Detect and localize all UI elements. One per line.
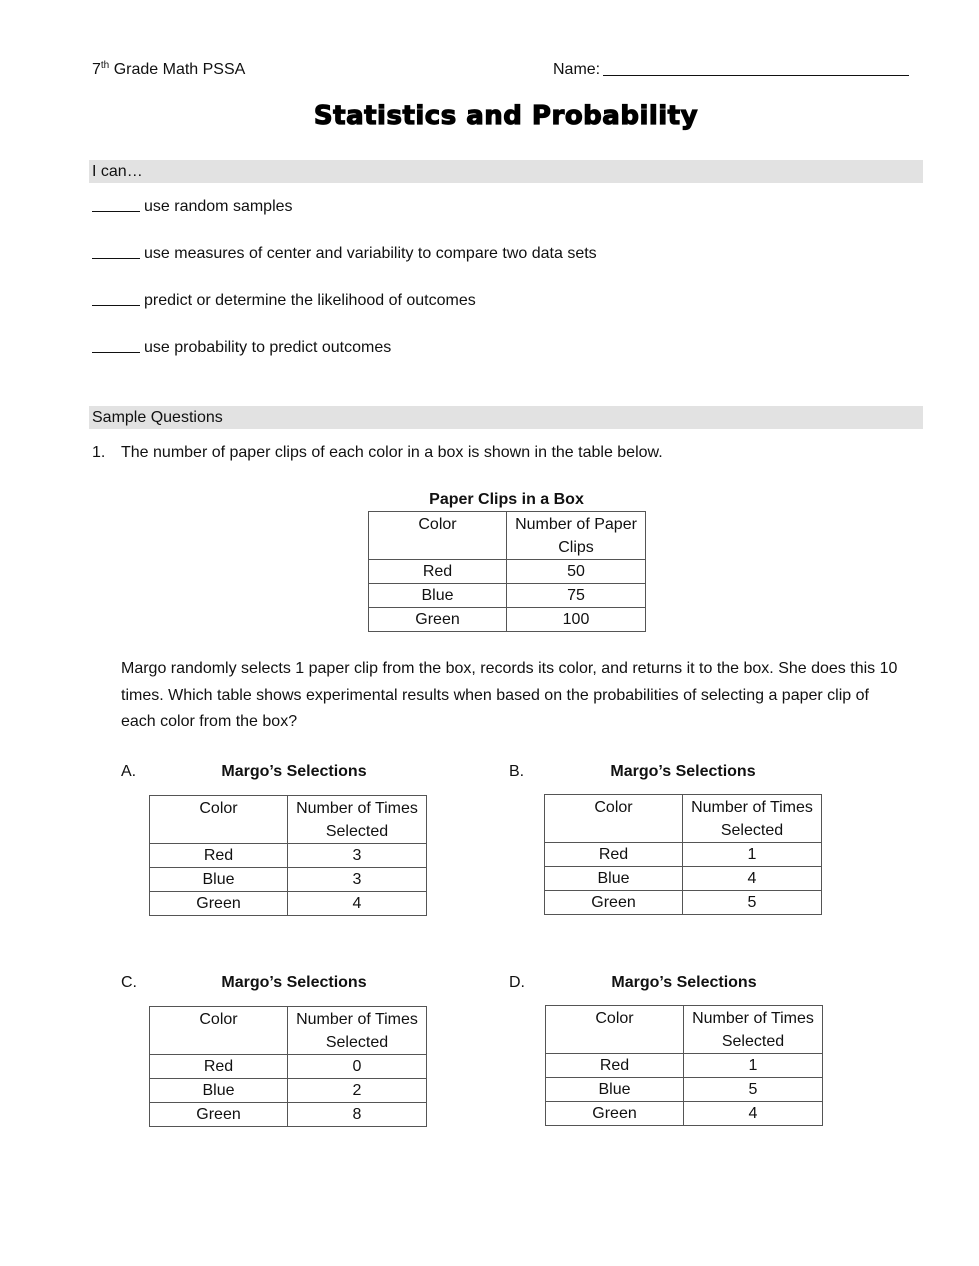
header-count: Number of Paper Clips: [507, 512, 646, 560]
i-can-text: use probability to predict outcomes: [144, 339, 392, 356]
cell-color: Blue: [150, 868, 288, 892]
question-number: 1.: [92, 444, 106, 461]
cell-color: Red: [546, 1054, 684, 1078]
cell-color: Green: [369, 608, 507, 632]
table-row: [150, 892, 427, 916]
course-name: Grade Math PSSA: [109, 61, 246, 78]
cell-count: 8: [288, 1103, 427, 1127]
name-field[interactable]: [553, 60, 909, 80]
name-blank-line[interactable]: [603, 60, 909, 76]
header-color: Color: [150, 1007, 288, 1055]
header-color: Color: [150, 796, 288, 844]
i-can-text: use measures of center and variability to compare two data sets: [144, 245, 597, 262]
course-grade-number: 7: [92, 61, 101, 78]
i-can-text: predict or determine the likelihood of outcomes: [144, 292, 476, 309]
checkbox-blank[interactable]: [92, 244, 140, 259]
i-can-heading: I can…: [89, 160, 923, 183]
i-can-item: [92, 291, 476, 311]
cell-color: Green: [545, 891, 683, 915]
header-count: Number of Times Selected: [288, 796, 427, 844]
header-color: Color: [369, 512, 507, 560]
table-row: [150, 1103, 427, 1127]
cell-count: 75: [507, 584, 646, 608]
checkbox-blank[interactable]: [92, 291, 140, 306]
table-row: [546, 1054, 823, 1078]
cell-count: 4: [684, 1102, 823, 1126]
option-d-letter[interactable]: D.: [509, 974, 525, 991]
option-d-table: [545, 1005, 823, 1126]
table-row: [546, 1078, 823, 1102]
table-row: [546, 1102, 823, 1126]
cell-count: 3: [288, 868, 427, 892]
table-row: [150, 1079, 427, 1103]
table-header-row: [150, 1007, 427, 1055]
table-row: [369, 560, 646, 584]
cell-count: 5: [684, 1078, 823, 1102]
cell-color: Red: [150, 844, 288, 868]
option-b-caption: Margo’s Selections: [610, 763, 756, 780]
i-can-item: [92, 197, 293, 217]
cell-color: Blue: [150, 1079, 288, 1103]
cell-count: 2: [288, 1079, 427, 1103]
table-header-row: [150, 796, 427, 844]
option-c-caption: Margo’s Selections: [221, 974, 367, 991]
page-title: Statistics and Probability: [313, 101, 699, 131]
option-a-letter[interactable]: A.: [121, 763, 137, 780]
cell-count: 5: [683, 891, 822, 915]
cell-color: Red: [369, 560, 507, 584]
checkbox-blank[interactable]: [92, 197, 140, 212]
course-grade-suffix: th: [100, 60, 110, 71]
option-c-table: [149, 1006, 427, 1127]
question-body: Margo randomly selects 1 paper clip from the box, records its color, and returns it to the box. She does this 10 times. Which table shows experimental results when based on the probabilities of selecting a paper clip of each color from the box?: [121, 660, 898, 730]
i-can-item: [92, 244, 597, 264]
question-prompt: The number of paper clips of each color in a box is shown in the table below.: [121, 444, 663, 461]
cell-color: Green: [150, 892, 288, 916]
cell-color: Blue: [545, 867, 683, 891]
table-header-row: [546, 1006, 823, 1054]
table-row: [150, 868, 427, 892]
cell-color: Green: [150, 1103, 288, 1127]
header-color: Color: [546, 1006, 684, 1054]
option-a-table: [149, 795, 427, 916]
table-row: [369, 608, 646, 632]
i-can-text: use random samples: [144, 198, 293, 215]
cell-count: 1: [684, 1054, 823, 1078]
header-count: Number of Times Selected: [288, 1007, 427, 1055]
option-b-table: [544, 794, 822, 915]
cell-color: Green: [546, 1102, 684, 1126]
cell-count: 0: [288, 1055, 427, 1079]
course-label: [92, 60, 245, 80]
option-c-letter[interactable]: C.: [121, 974, 137, 991]
i-can-item: [92, 338, 391, 358]
table-header-row: [545, 795, 822, 843]
paper-clips-table: [368, 511, 646, 632]
header-count: Number of Times Selected: [683, 795, 822, 843]
option-b-letter[interactable]: B.: [509, 763, 525, 780]
table-row: [545, 843, 822, 867]
table-header-row: [369, 512, 646, 560]
table-row: [150, 844, 427, 868]
cell-count: 3: [288, 844, 427, 868]
checkbox-blank[interactable]: [92, 338, 140, 353]
cell-color: Red: [150, 1055, 288, 1079]
cell-count: 100: [507, 608, 646, 632]
table-row: [545, 867, 822, 891]
cell-count: 4: [683, 867, 822, 891]
cell-count: 1: [683, 843, 822, 867]
table-row: [369, 584, 646, 608]
option-d-caption: Margo’s Selections: [611, 974, 757, 991]
paper-clips-table-caption: Paper Clips in a Box: [429, 491, 584, 508]
cell-count: 50: [507, 560, 646, 584]
option-a-caption: Margo’s Selections: [221, 763, 367, 780]
header-count: Number of Times Selected: [684, 1006, 823, 1054]
sample-questions-heading: Sample Questions: [89, 406, 923, 429]
header-color: Color: [545, 795, 683, 843]
name-label: Name:: [553, 61, 601, 78]
cell-color: Red: [545, 843, 683, 867]
table-row: [545, 891, 822, 915]
table-row: [150, 1055, 427, 1079]
cell-color: Blue: [369, 584, 507, 608]
cell-count: 4: [288, 892, 427, 916]
cell-color: Blue: [546, 1078, 684, 1102]
